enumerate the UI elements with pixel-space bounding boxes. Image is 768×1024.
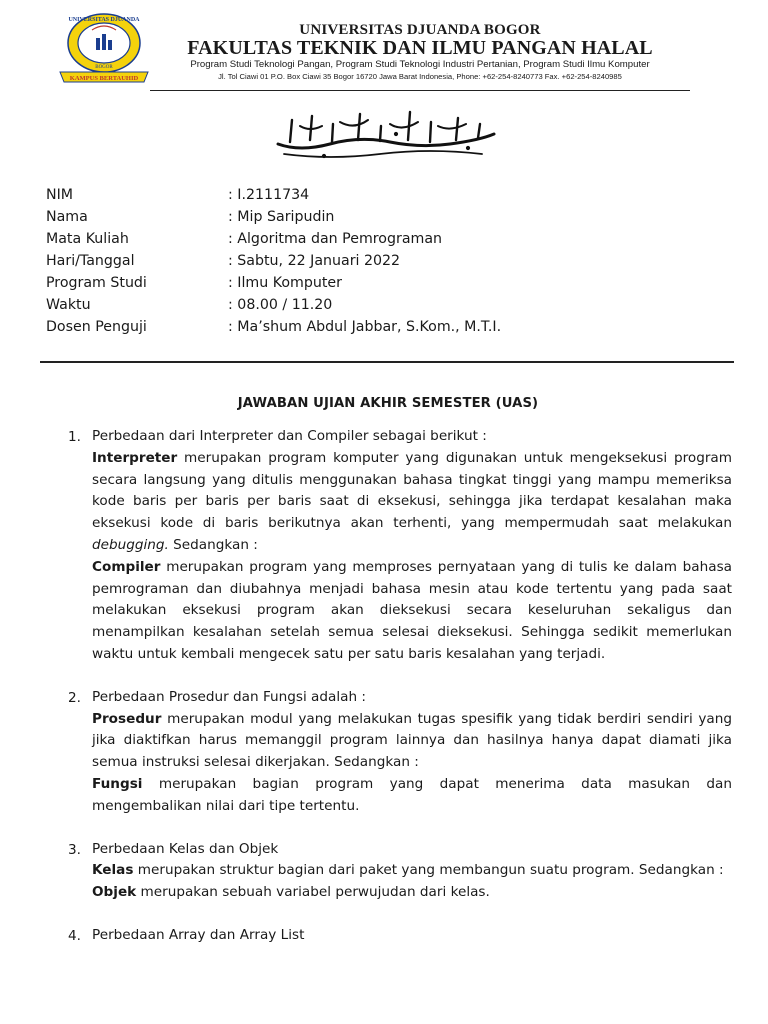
definition-tail: Sedangkan :	[168, 536, 258, 553]
identity-value: : Algoritma dan Pemrograman	[228, 231, 443, 247]
answer-item	[68, 426, 732, 666]
answer-definition	[92, 557, 732, 666]
definition-italic-term: debugging.	[92, 536, 169, 553]
defined-term: Prosedur	[92, 710, 162, 727]
identity-label: Hari/Tanggal	[46, 253, 135, 269]
definition-text: merupakan bagian program yang dapat menerima data masukan dan mengembalikan nilai dari tipe tertentu.	[92, 775, 732, 814]
identity-row	[46, 294, 726, 316]
identity-value: : 08.00 / 11.20	[228, 297, 333, 313]
identity-label: Program Studi	[46, 275, 147, 291]
logo-text-top: UNIVERSITAS DJUANDA	[68, 17, 140, 23]
definition-text: merupakan program yang memproses pernyataan yang di tulis ke dalam bahasa pemrograman dan diubahnya menjadi bahasa mesin atau kode tertentu yang pada saat melakukan eksekusi program akan dieksekusi secara keseluruhan sekaligus dan menampilkan kesalahan setelah semua selesai dieksekusi. Sehingga sedikit memerlukan waktu untuk kembali mengecek satu per satu baris kesalahan yang terjadi.	[92, 558, 732, 662]
answer-title: Perbedaan Kelas dan Objek	[92, 840, 279, 857]
basmala-calligraphy	[270, 104, 500, 162]
answer-number: 1.	[68, 429, 81, 445]
identity-label: Nama	[46, 209, 88, 225]
identity-value: : I.2111734	[228, 187, 310, 203]
answer-definition	[92, 448, 732, 557]
definition-text: merupakan modul yang melakukan tugas spesifik yang tidak berdiri sendiri yang jika diaktifkan harus memanggil program lainnya dan hasilnya hanya dapat diamati jika semua instruksi selesai dikerjakan. Sedangkan :	[92, 710, 732, 771]
identity-row	[46, 184, 726, 206]
answer-spacer	[68, 666, 732, 687]
answer-definition	[92, 882, 732, 904]
identity-label: Waktu	[46, 297, 91, 313]
answer-item	[68, 839, 732, 904]
answer-list	[68, 426, 732, 947]
identity-value: : Ilmu Komputer	[228, 275, 342, 291]
answer-title: Perbedaan Array dan Array List	[92, 926, 305, 943]
defined-term: Kelas	[92, 862, 134, 879]
identity-label: Mata Kuliah	[46, 231, 129, 247]
identity-label: NIM	[46, 187, 74, 203]
answer-definition	[92, 709, 732, 774]
identity-row	[46, 206, 726, 228]
identity-row	[46, 228, 726, 250]
identity-row	[46, 272, 726, 294]
answer-number: 3.	[68, 841, 81, 858]
answer-number: 2.	[68, 689, 81, 706]
answer-item	[68, 925, 732, 947]
identity-value: : Mip Saripudin	[228, 209, 335, 225]
answer-number: 4.	[68, 927, 81, 944]
student-identity-table	[46, 184, 726, 338]
defined-term: Objek	[92, 884, 137, 901]
identity-row	[46, 316, 726, 338]
answer-spacer	[68, 904, 732, 925]
university-name: UNIVERSITAS DJUANDA BOGOR	[299, 22, 541, 38]
letterhead-divider	[150, 90, 690, 91]
defined-term: Interpreter	[92, 449, 178, 466]
identity-value: : Ma’shum Abdul Jabbar, S.Kom., M.T.I.	[228, 319, 502, 335]
faculty-name: FAKULTAS TEKNIK DAN ILMU PANGAN HALAL	[187, 37, 653, 59]
answer-spacer	[68, 818, 732, 839]
university-logo	[52, 10, 156, 84]
definition-text: merupakan program komputer yang digunakan untuk mengeksekusi program secara langsung yang ditulis menggunakan bahasa tingkat tinggi yang mampu memeriksa kode baris per baris per baris saat di eksekusi, sehingga jika terdapat kesalahan maka eksekusi kode di baris berikutnya akan terhenti, yang mempermudah saat melakukan	[92, 449, 732, 532]
definition-text: merupakan sebuah variabel perwujudan dari kelas.	[136, 884, 490, 901]
identity-row	[46, 250, 726, 272]
logo-ribbon-text: KAMPUS BERTAUHID	[69, 75, 139, 82]
answer-item	[68, 687, 732, 818]
study-programs: Program Studi Teknologi Pangan, Program Studi Teknologi Industri Pertanian, Program Studi Ilmu Komputer	[190, 59, 650, 70]
identity-value: : Sabtu, 22 Januari 2022	[228, 253, 401, 269]
logo-text-bottom: BOGOR	[95, 65, 113, 70]
exam-heading: JAWABAN UJIAN AKHIR SEMESTER (UAS)	[237, 396, 539, 411]
defined-term: Compiler	[92, 558, 161, 575]
defined-term: Fungsi	[92, 775, 143, 792]
section-divider	[40, 361, 734, 363]
answer-title: Perbedaan dari Interpreter dan Compiler sebagai berikut :	[92, 428, 487, 444]
answer-title: Perbedaan Prosedur dan Fungsi adalah :	[92, 688, 366, 705]
identity-label: Dosen Penguji	[46, 319, 147, 335]
answer-definition	[92, 860, 732, 882]
answer-definition	[92, 774, 732, 818]
address-line: Jl. Tol Ciawi 01 P.O. Box Ciawi 35 Bogor 16720 Jawa Barat Indonesia, Phone: +62-254-8240773 Fax. +62-254-8240985	[218, 72, 622, 81]
definition-text: merupakan struktur bagian dari paket yang membangun suatu program. Sedangkan :	[133, 862, 724, 879]
